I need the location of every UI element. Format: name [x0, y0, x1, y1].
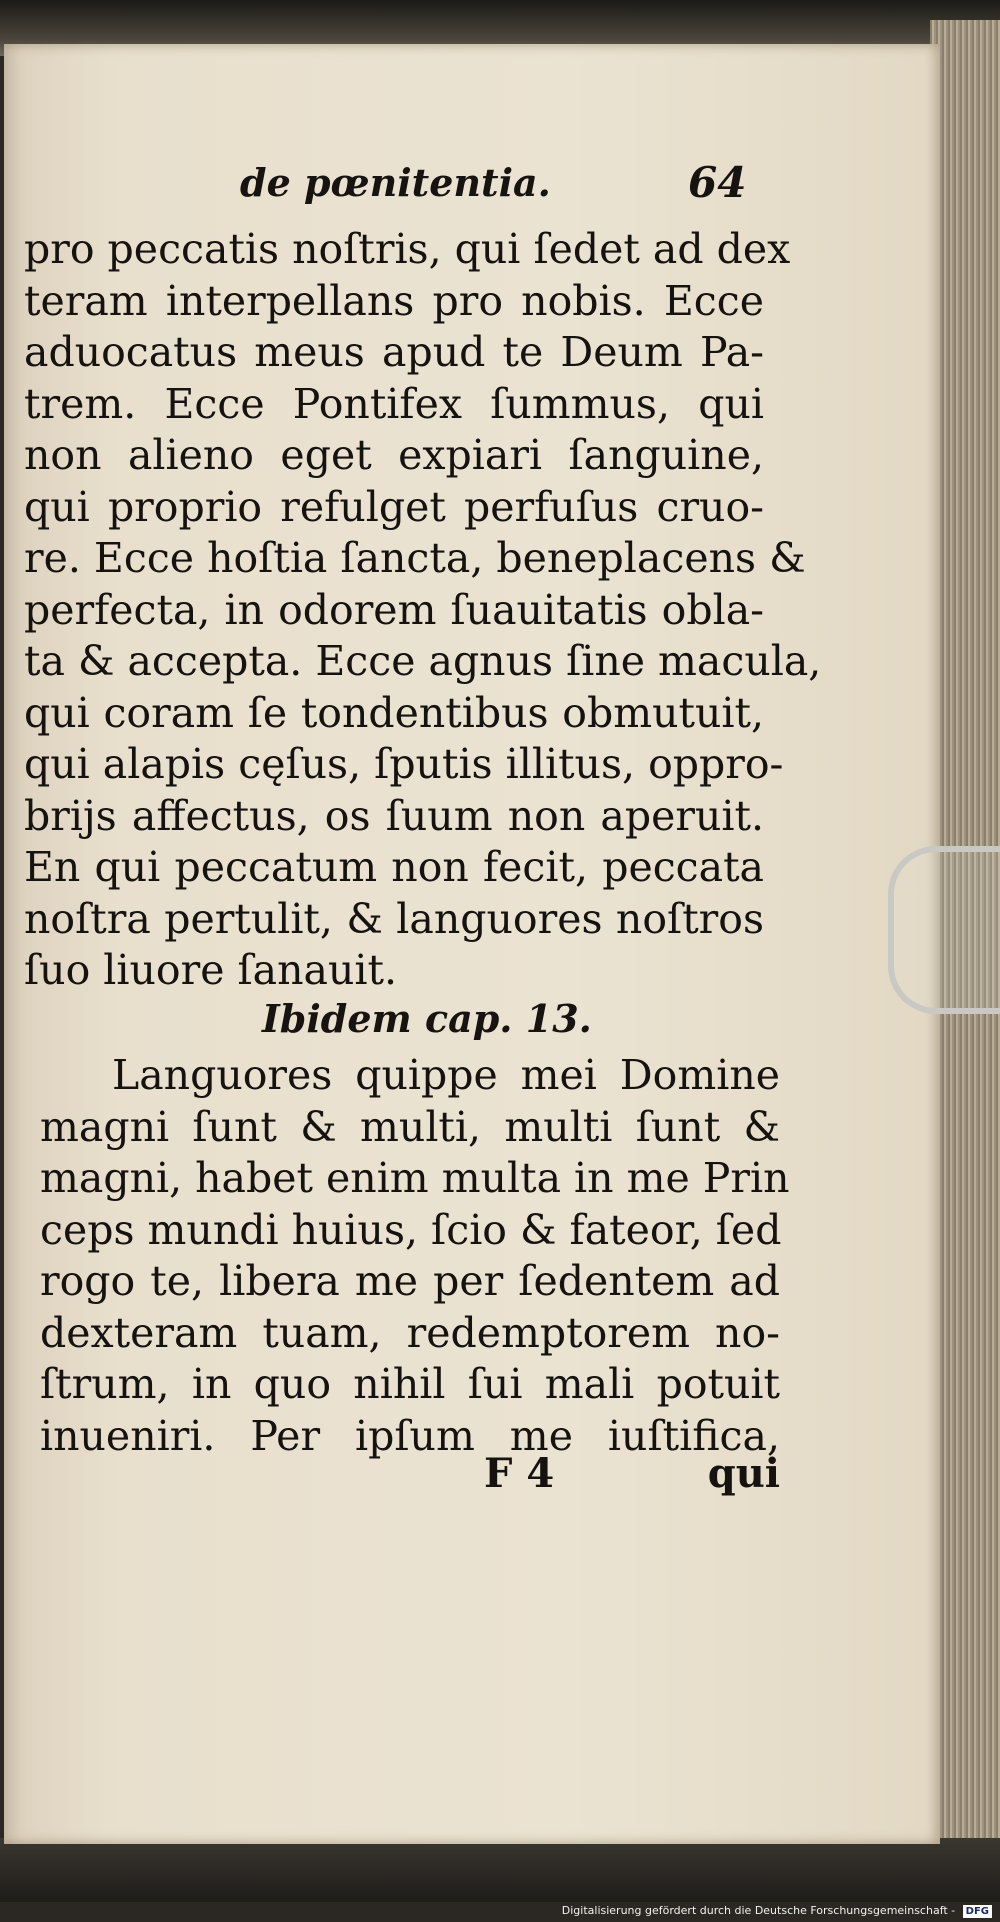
text-line: trem. Ecce Pontifex ſummus, qui: [24, 379, 764, 428]
passage-2: [40, 1050, 790, 1462]
section-heading: Ibidem cap. 13.: [262, 996, 592, 1041]
text-line: qui proprio refulget perfuſus cruo-: [24, 482, 764, 531]
passage-1: [24, 224, 822, 997]
text-line: rogo te, libera me per ſedentem ad: [40, 1257, 780, 1305]
page-number: 64: [688, 158, 747, 207]
text-line: ſuo liuore ſanauit.: [24, 946, 398, 994]
text-line: noſtra pertulit, & languores noſtros: [24, 894, 764, 943]
dfg-logo: DFG: [963, 1905, 992, 1918]
text-line: Languores quippe mei Domine: [112, 1051, 780, 1099]
page-clip: [888, 846, 1000, 1014]
text-line: non alieno eget expiari ſanguine,: [24, 431, 764, 479]
footer-credit: [562, 1903, 992, 1919]
signature-mark: F 4: [484, 1450, 555, 1497]
text-line: magni ſunt & multi, multi ſunt &: [40, 1102, 780, 1151]
text-line: perfecta, in odorem ſuauitatis obla-: [24, 585, 764, 634]
text-line: pro peccatis noſtris, qui ſedet ad dex: [24, 225, 791, 273]
catchword: qui: [707, 1450, 780, 1497]
text-line: magni, habet enim multa in me Prin: [40, 1154, 790, 1202]
text-line: aduocatus meus apud te Deum Pa-: [24, 328, 764, 376]
text-line: brijs affectus, os ſuum non aperuit.: [24, 791, 764, 840]
text-line: qui alapis cęſus, ſputis illitus, oppro-: [24, 740, 784, 788]
text-line: ta & accepta. Ecce agnus ſine macula,: [24, 637, 822, 685]
text-line: teram interpellans pro nobis. Ecce: [24, 276, 764, 325]
text-line: inueniri. Per ipſum me iuſtifica,: [40, 1411, 780, 1460]
text-line: qui coram ſe tondentibus obmutuit,: [24, 688, 764, 737]
running-head-title: de pœnitentia.: [240, 160, 551, 205]
text-line: En qui peccatum non fecit, peccata: [24, 843, 764, 891]
text-line: ceps mundi huius, ſcio & fateor, ſed: [40, 1205, 782, 1254]
running-head: [240, 160, 760, 220]
text-line: re. Ecce hoſtia ſancta, beneplacens &: [24, 534, 806, 582]
text-line: ſtrum, in quo nihil ſui mali potuit: [40, 1360, 780, 1408]
text-line: dexteram tuam, redemptorem no-: [40, 1308, 780, 1357]
book-bottom-edge: [0, 1838, 1000, 1902]
credit-text: Digitalisierung gefördert durch die Deutsche Forschungsgemeinschaft -: [561, 1904, 956, 1917]
catchline: [484, 1450, 780, 1502]
